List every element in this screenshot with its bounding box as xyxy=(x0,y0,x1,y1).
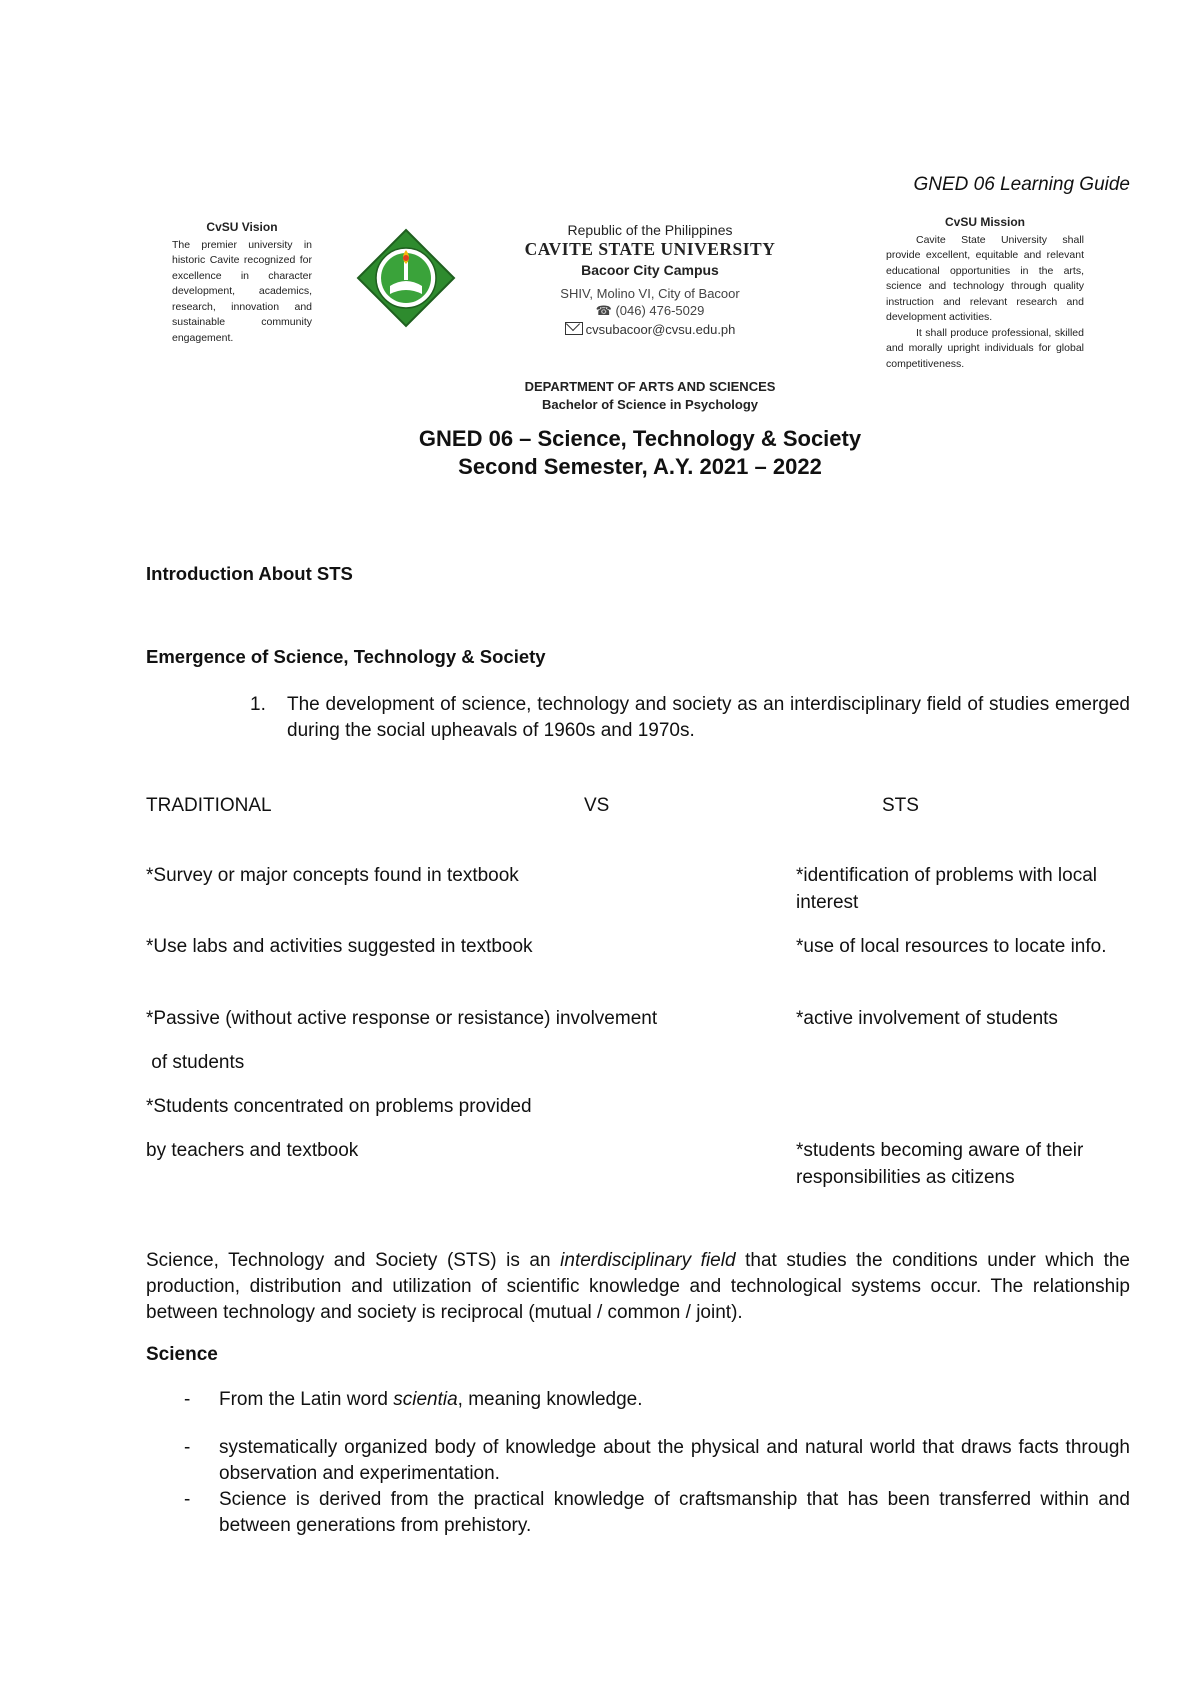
university-name: CAVITE STATE UNIVERSITY xyxy=(524,239,776,259)
department-name: DEPARTMENT OF ARTS AND SCIENCES xyxy=(524,379,776,394)
envelope-icon xyxy=(565,322,583,335)
mission-heading: CvSU Mission xyxy=(944,215,1025,229)
bullet-text-end: , meaning knowledge. xyxy=(457,1389,643,1410)
traditional-item: *Use labs and activities suggested in textbook xyxy=(146,936,533,957)
emergence-heading: Emergence of Science, Technology & Society xyxy=(146,646,546,667)
sts-item: *identification of problems with local interest xyxy=(796,865,1097,913)
phone-number: (046) 476-5029 xyxy=(615,303,705,318)
campus-phone: ☎ (046) 476-5029 xyxy=(595,303,705,318)
bullet-text: Science is derived from the practical knowledge of craftsmanship that has been transferred within and between generations from prehistory. xyxy=(219,1489,1130,1536)
intro-heading: Introduction About STS xyxy=(146,563,353,584)
sts-item: *use of local resources to locate info. xyxy=(796,936,1107,957)
traditional-item: by teachers and textbook xyxy=(146,1140,359,1161)
bullet-emphasis: scientia xyxy=(393,1389,458,1410)
traditional-item: of students xyxy=(146,1052,245,1073)
sts-item: *students becoming aware of their responsibilities as citizens xyxy=(796,1140,1084,1188)
vision-text: The premier university in historic Cavite recognized for excellence in character development, academics, research, innovation and sustainable community engagement. xyxy=(172,238,312,344)
bullet-text: systematically organized body of knowledge about the physical and natural world that draws facts through observation and experimentation. xyxy=(219,1437,1130,1484)
university-header xyxy=(430,222,870,337)
traditional-item: *Students concentrated on problems provided xyxy=(146,1096,532,1117)
vision-block xyxy=(172,220,312,346)
mission-block xyxy=(886,215,1084,372)
campus-email xyxy=(430,322,870,337)
sts-item: *active involvement of students xyxy=(796,1008,1058,1029)
sts-definition-paragraph xyxy=(146,1248,1130,1326)
campus-name: Bacoor City Campus xyxy=(581,262,719,278)
program-name: Bachelor of Science in Psychology xyxy=(541,397,758,412)
course-semester: Second Semester, A.Y. 2021 – 2022 xyxy=(458,454,822,479)
item-number: 1. xyxy=(250,694,266,715)
bullet-text xyxy=(219,1387,1130,1413)
vision-heading: CvSU Vision xyxy=(206,220,278,234)
republic-line: Republic of the Philippines xyxy=(567,222,733,238)
bullet-text-start: From the Latin word xyxy=(219,1389,394,1410)
mission-text: Cavite State University shall provide excellent, equitable and relevant educational opportunities in the arts, science and technology through quality instruction and relevant research and development activities. xyxy=(886,233,1084,323)
definition-text-rest: that studies the conditions under which the production, distribution and utilization of scientific knowledge and technological systems occur. The relationship between technology and society is reciprocal (mutual / common / joint). xyxy=(146,1250,1130,1323)
email-address: cvsubacoor@cvsu.edu.ph xyxy=(585,322,736,337)
bullet-dash: - xyxy=(184,1437,191,1458)
traditional-item: *Survey or major concepts found in textbook xyxy=(146,865,519,886)
vs-header: VS xyxy=(584,795,610,816)
course-title: GNED 06 – Science, Technology & Society xyxy=(418,426,862,451)
item-text: The development of science, technology and society as an interdisciplinary field of studies emerged during the social upheavals of 1960s and 1970s. xyxy=(287,694,1130,741)
bullet-dash: - xyxy=(184,1389,191,1410)
course-title-block xyxy=(300,425,980,481)
mission-text-2: It shall produce professional, skilled and morally upright individuals for global competitiveness. xyxy=(886,326,1084,370)
science-heading: Science xyxy=(146,1344,218,1365)
traditional-header: TRADITIONAL xyxy=(146,795,272,816)
learning-guide-title: GNED 06 Learning Guide xyxy=(913,174,1130,195)
traditional-item: *Passive (without active response or resistance) involvement xyxy=(146,1008,658,1029)
sts-header: STS xyxy=(882,795,919,816)
bullet-dash: - xyxy=(184,1489,191,1510)
definition-emphasis: interdisciplinary field xyxy=(560,1250,736,1271)
campus-address: SHIV, Molino VI, City of Bacoor xyxy=(560,286,740,301)
definition-text: Science, Technology and Society (STS) is an xyxy=(146,1250,561,1271)
department-block xyxy=(430,378,870,414)
